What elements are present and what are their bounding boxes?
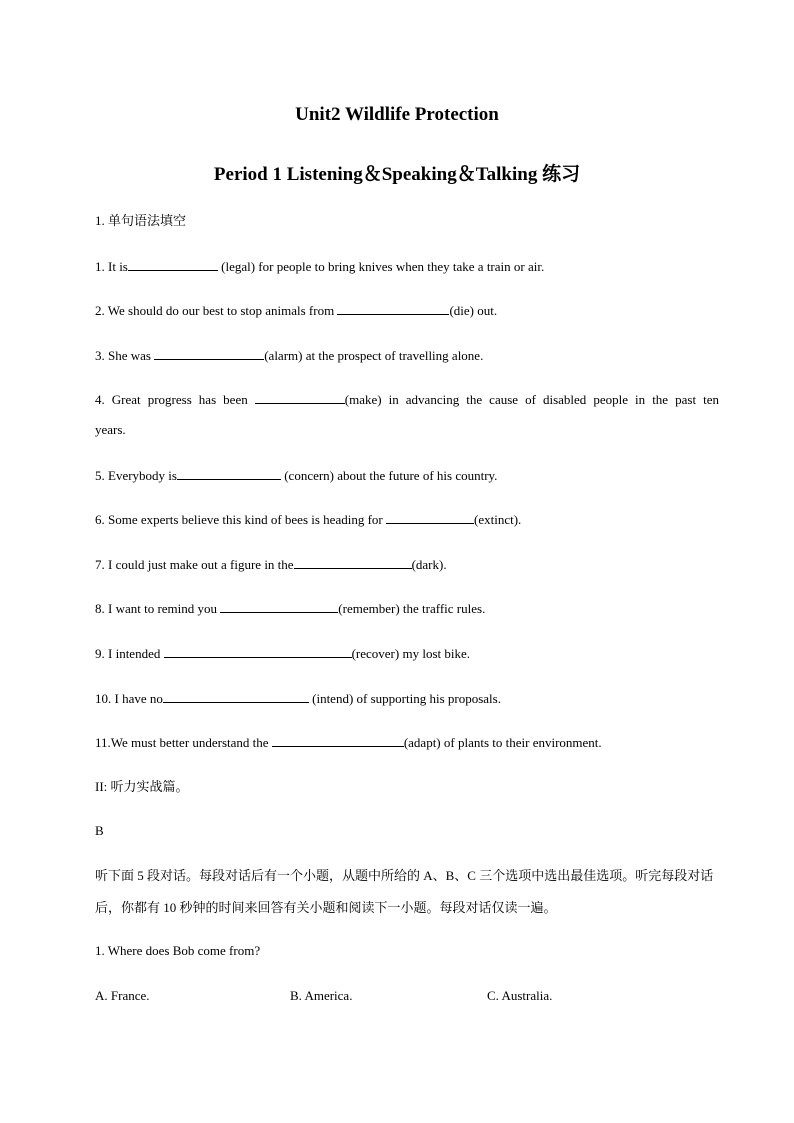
period-title: Period 1 Listening＆Speaking＆Talking 练习 [213, 164, 581, 185]
unit-title: Unit2 Wildlife Protection [295, 104, 499, 125]
question-10: 10. I have no (intend) of supporting his proposals. [95, 691, 501, 706]
question-4: 4. Great progress has been (make) in advancing the cause of disabled people in the past ten [95, 392, 719, 407]
listening-instructions: 听下面 5 段对话。每段对话后有一个小题，从题中所给的 A、B、C 三个选项中选出最佳选项。听完每段对话后，你都有 10 秒钟的时间来回答有关小题和阅读下一小题。每段对话仅读一遍。 [95, 868, 714, 915]
option-b[interactable]: B. America. [290, 988, 353, 1003]
question-6: 6. Some experts believe this kind of bees is heading for (extinct). [95, 512, 522, 527]
question-3: 3. She was (alarm) at the prospect of travelling alone. [95, 348, 484, 363]
answer-blank-3[interactable] [154, 347, 264, 360]
answer-blank-10[interactable] [163, 690, 309, 703]
section1-heading: 1. 单句语法填空 [95, 213, 187, 228]
section-label: B [95, 823, 104, 838]
question-9: 9. I intended (recover) my lost bike. [95, 646, 470, 661]
listening-question-1: 1. Where does Bob come from? [95, 943, 261, 958]
answer-blank-7[interactable] [294, 556, 412, 569]
answer-blank-5[interactable] [177, 467, 281, 480]
question-7: 7. I could just make out a figure in the (dark). [95, 557, 447, 572]
answer-blank-4[interactable] [255, 391, 345, 404]
section2-heading: II: 听力实战篇。 [95, 779, 189, 794]
question-4-continued: years. [95, 422, 126, 437]
answer-blank-11[interactable] [272, 734, 404, 747]
answer-blank-6[interactable] [386, 511, 474, 524]
answer-blank-9[interactable] [164, 645, 352, 658]
question-5: 5. Everybody is (concern) about the future of his country. [95, 468, 498, 483]
answer-blank-8[interactable] [220, 600, 338, 613]
question-2: 2. We should do our best to stop animals from (die) out. [95, 303, 498, 318]
answer-blank-1[interactable] [128, 258, 218, 271]
option-c[interactable]: C. Australia. [487, 988, 553, 1003]
answer-blank-2[interactable] [337, 302, 449, 315]
question-8: 8. I want to remind you (remember) the traffic rules. [95, 601, 486, 616]
question-11: 11.We must better understand the (adapt) of plants to their environment. [95, 735, 602, 750]
option-a[interactable]: A. France. [95, 988, 150, 1003]
question-1: 1. It is (legal) for people to bring knives when they take a train or air. [95, 259, 545, 274]
